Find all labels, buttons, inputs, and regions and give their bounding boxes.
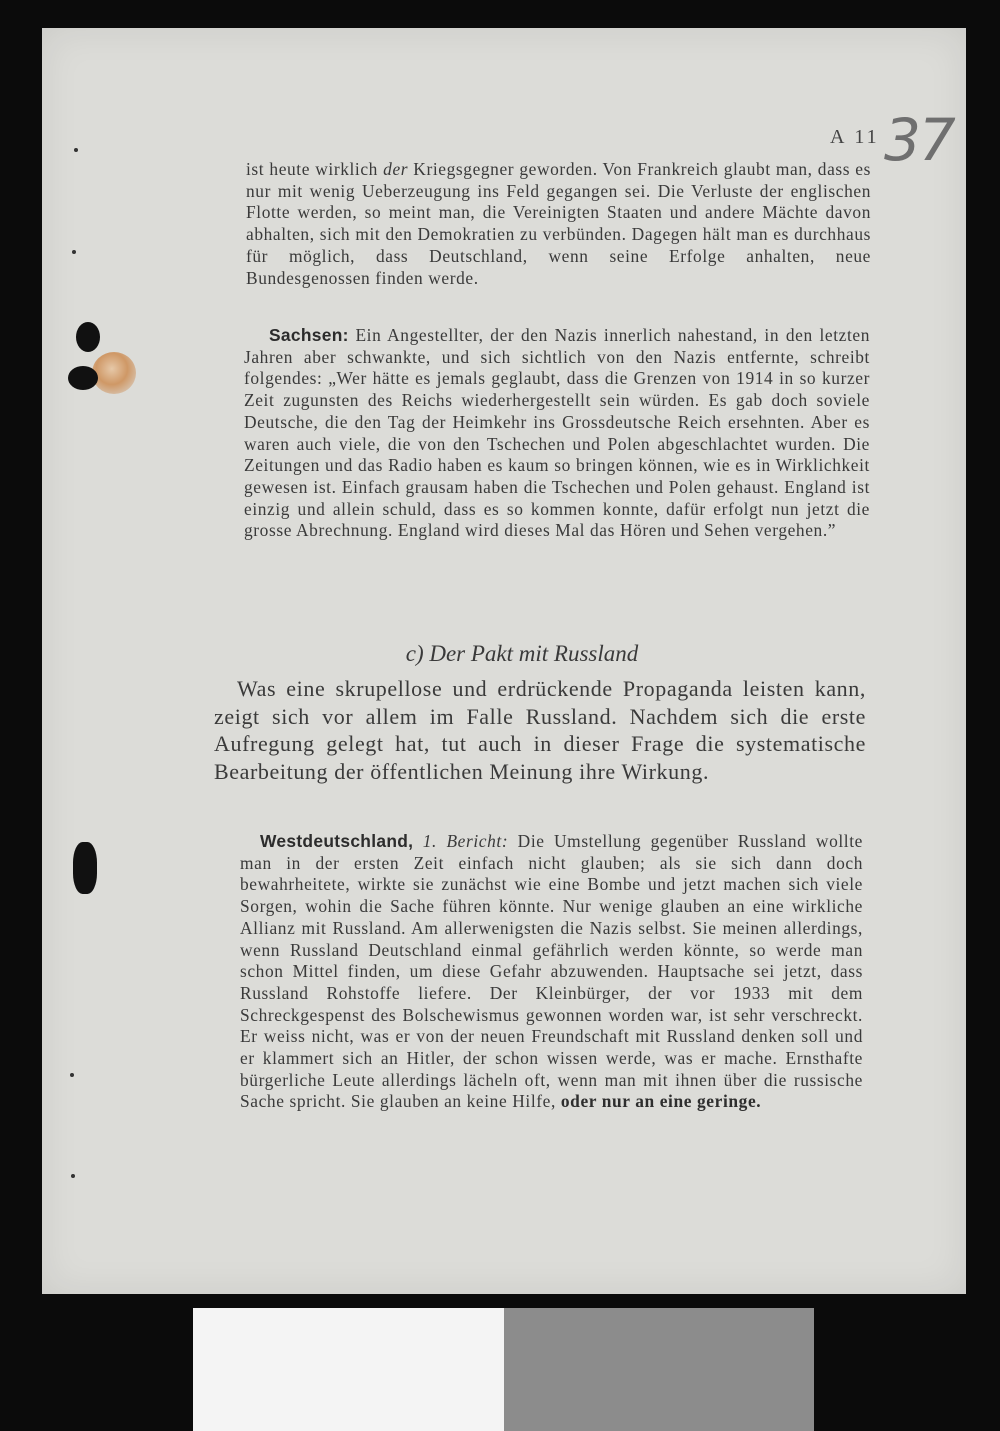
paragraph-westdeutschland-text: Die Umstellung gegenüber Russland wollte man in der ersten Zeit einfach nicht glauben; als sie sich dann doch bewahrheitete, wirkte sie zunächst wie eine Bombe und jetzt machen sich viele Sorgen, wohin die Sache führen könnte. Nur wenige glauben an eine wirkliche Allianz mit Russland. Am allerwenigsten die Nazis selbst. Sie meinen allerdings, wenn Russland Deutschland einmal gefährlich werden könnte, so werde man schon Mittel finden, um diese Gefahr abzuwenden. Hauptsache sei jetzt, dass Russland Rohstoffe liefere. Der Kleinbürger, der vor 1933 mit dem Schreckgespenst des Bolschewismus gewonnen worden war, ist sehr verschreckt. Er weiss nicht, was er von der neuen Freundschaft mit Russland denken soll und er klammert sich an Hitler, der schon wissen werde, was er mache. Ernsthafte bürgerliche Leute allerdings lächeln oft, wenn man mit ihnen über die russische Sache spricht. Sie glauben an keine Hilfe, (240, 831, 863, 1112)
white-calibration-patch (193, 1308, 504, 1431)
section-heading: c) Der Pakt mit Russland (405, 641, 639, 666)
page-number: A 11 (830, 126, 880, 148)
paragraph-intro-rest: Kriegsgegner geworden. Von Frankreich glaubt man, dass es nur mit wenig Ueberzeugung ins Feld gegangen sei. Die Verluste der englischen Flotte werden, so meint man, die Vereinigten Staaten und andere Mächte davon abhalten, sich mit den Demokratien zu verbünden. Dagegen hält man es durchhaus für möglich, dass Deutschland, wenn seine Erfolge anhalten, neue Bundesgenossen finden werde. (246, 159, 871, 288)
punch-hole-lower (73, 842, 97, 894)
region-label-westdeutschland: Westdeutschland, (260, 831, 414, 851)
gray-calibration-patch (504, 1308, 814, 1431)
margin-dot (71, 1174, 75, 1178)
punch-hole-top (76, 322, 100, 352)
stain-mark (92, 352, 136, 394)
margin-dot (72, 250, 76, 254)
paragraph-sachsen-text: Ein Angestellter, der den Nazis innerlich nahestand, in den letzten Jahren aber schwankte, und sich sichtlich von den Nazis entfernte, schreibt folgendes: „Wer hätte es jemals geglaubt, dass die Grenzen von 1914 in so kurzer Zeit zugunsten des Reichs wiederhergestellt sein würden. Es gab doch soviele Deutsche, die den Tag der Heimkehr ins Grossdeutsche Reich ersehnten. Aber es waren auch viele, die von den Tschechen und Polen abgeschlachtet wurden. Die Zeitungen und das Radio haben es kaum so bringen können, wie es in Wirklichkeit gewesen ist. Einfach grausam haben die Tschechen und Polen gehaust. England ist einzig und allein schuld, dass es so kommen konnte, dafür erfolgt nun jetzt die grosse Abrechnung. England wird dieses Mal das Hören und Sehen vergehen.” (244, 325, 870, 541)
paragraph-intro-lead: ist heute wirklich (246, 159, 384, 179)
region-label-sachsen: Sachsen: (269, 325, 349, 345)
paragraph-propaganda: Was eine skrupellose und erdrückende Propaganda leisten kann, zeigt sich vor allem im Falle Russland. Nachdem sich die erste Aufregung gelegt hat, tut auch in dieser Frage die systematische Bearbeitung der öffentlichen Meinung ihre Wirkung. (214, 676, 866, 784)
document-page (42, 28, 966, 1294)
paragraph-westdeutschland (240, 831, 863, 1113)
handwritten-folio-number: 37 (884, 106, 954, 174)
report-label: 1. Bericht: (413, 831, 509, 851)
paragraph-intro-emphasis: der (383, 159, 409, 179)
paragraph-westdeutschland-ending: oder nur an eine geringe. (560, 1091, 762, 1112)
margin-dot (70, 1073, 74, 1077)
punch-hole-upper (68, 366, 98, 390)
paragraph-intro (246, 159, 871, 289)
scan-background-strip (0, 1294, 1000, 1308)
margin-dot (74, 148, 78, 152)
paragraph-sachsen (244, 325, 870, 542)
